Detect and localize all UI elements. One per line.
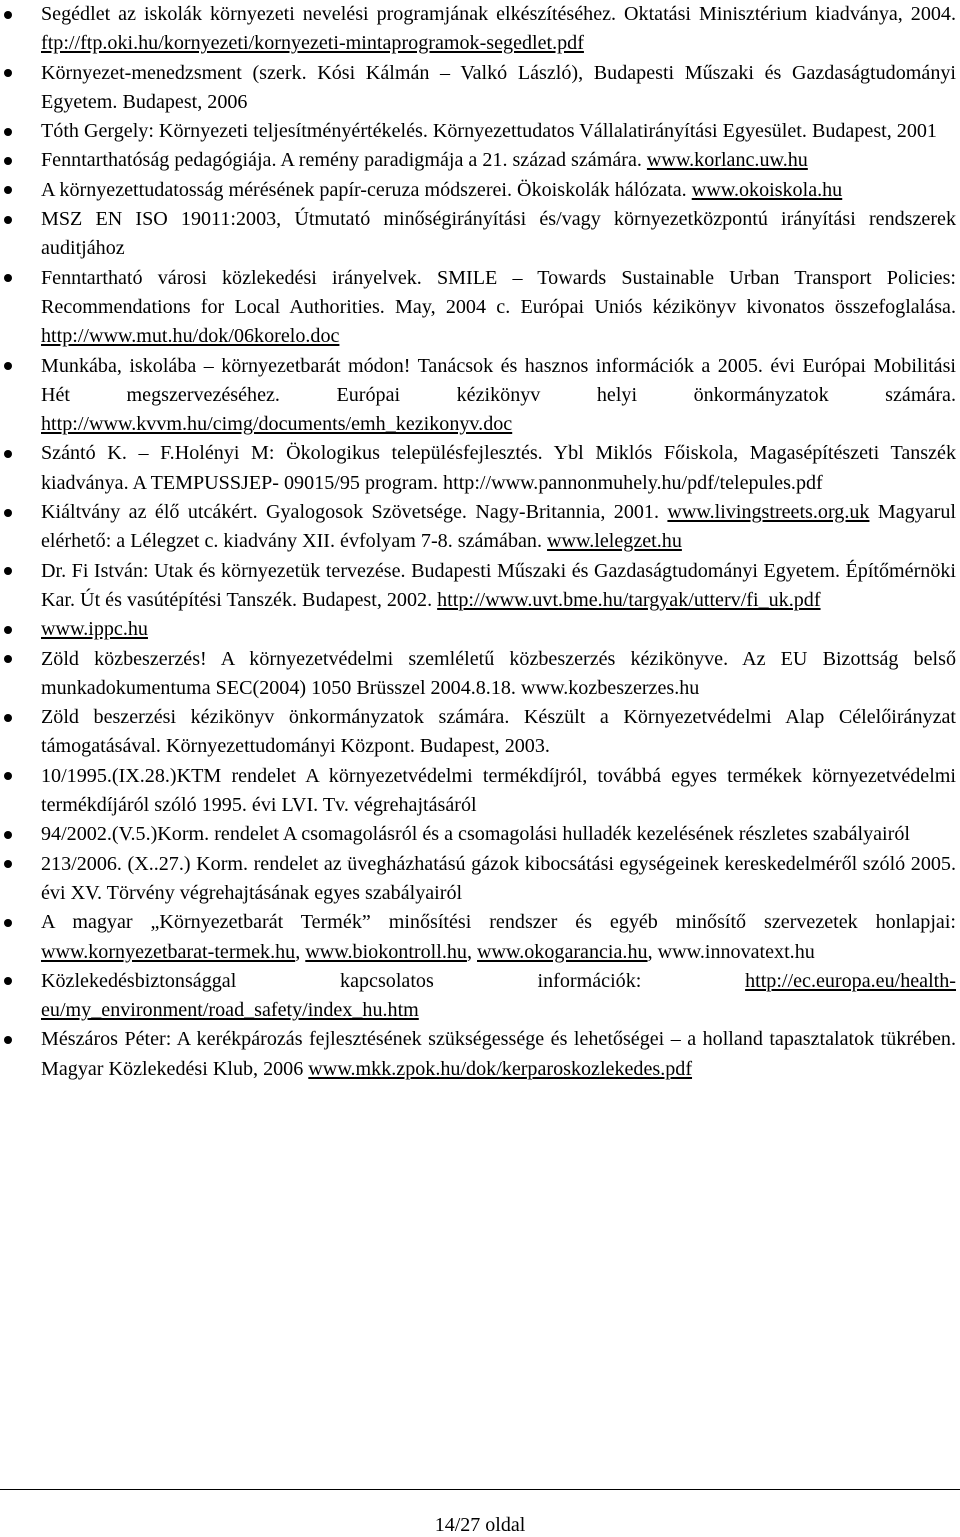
reference-item — [0, 820, 960, 849]
bullet-icon — [4, 919, 12, 927]
reference-text: Kiáltvány az élő utcákért. Gyalogosok Szövetsége. Nagy-Britannia, 2001. — [41, 501, 668, 524]
reference-text: A magyar „Környezetbarát Termék” minősítési rendszer és egyéb minősítő szervezetek honlapjai: — [41, 911, 956, 934]
bullet-icon — [4, 626, 12, 634]
reference-link[interactable]: http://www.kvvm.hu/cimg/documents/emh_kezikonyv.doc — [41, 413, 513, 436]
reference-item — [0, 557, 960, 616]
reference-text: Munkába, iskolába – környezetbarát módon! Tanácsok és hasznos információk a 2005. évi Európai Mobilitási Hét megszervezéséhez. Európai kézikönyv helyi önkormányzatok számára. — [41, 354, 956, 406]
reference-item — [0, 59, 960, 118]
reference-text: Zöld közbeszerzés! A környezetvédelmi szemléletű közbeszerzés kézikönyve. Az EU Bizottság belső munkadokumentuma SEC(2004) 1050 Brüsszel 2004.8.18. www.kozbeszerzes.hu — [41, 647, 956, 699]
reference-item — [0, 498, 960, 557]
reference-link[interactable]: www.okoiskola.hu — [691, 178, 843, 201]
bullet-icon — [4, 772, 12, 780]
reference-item — [0, 205, 960, 264]
bullet-icon — [4, 567, 12, 575]
bullet-icon — [4, 714, 12, 722]
reference-item — [0, 615, 960, 644]
reference-item — [0, 0, 960, 59]
bullet-icon — [4, 128, 12, 136]
reference-text: Magyarul elérhető: a Lélegzet c. kiadvány XII. évfolyam 7-8. számában. — [41, 501, 956, 553]
reference-link[interactable]: ftp://ftp.oki.hu/kornyezeti/kornyezeti-mintaprogramok-segedlet.pdf — [41, 32, 584, 55]
bullet-icon — [4, 450, 12, 458]
reference-text: Zöld beszerzési kézikönyv önkormányzatok számára. Készült a Környezetvédelmi Alap Célelőirányzat támogatásával. Környezettudományi Központ. Budapest, 2003. — [41, 706, 956, 758]
reference-text: , www.innovatext.hu — [647, 940, 815, 963]
reference-text: Segédlet az iskolák környezeti nevelési programjának elkészítéséhez. Oktatási Minisztérium kiadványa, 2004. — [41, 3, 956, 25]
reference-link[interactable]: www.lelegzet.hu — [547, 530, 682, 553]
reference-text: Környezet-menedzsment (szerk. Kósi Kálmán – Valkó László), Budapesti Műszaki és Gazdaságtudományi Egyetem. Budapest, 2006 — [41, 61, 956, 113]
reference-item — [0, 850, 960, 909]
reference-text: , — [295, 940, 306, 963]
reference-text: Tóth Gergely: Környezeti teljesítményértékelés. Környezettudatos Vállalatirányítási Egyesület. Budapest, 2001 — [41, 120, 937, 143]
reference-text: Mészáros Péter: A kerékpározás fejlesztésének szükségessége és lehetőségei – a holland tapasztalatok tükrében. Magyar Közlekedési Klub, 2006 — [41, 1028, 956, 1080]
reference-link[interactable]: http://www.mut.hu/dok/06korelo.doc — [41, 325, 340, 348]
reference-item — [0, 264, 960, 352]
reference-item — [0, 352, 960, 440]
reference-text: Dr. Fi István: Utak és környezetük tervezése. Budapesti Műszaki és Gazdaságtudományi Egyetem. Építőmérnöki Kar. Út és vasútépítési Tanszék. Budapest, 2002. — [41, 559, 956, 611]
reference-item — [0, 762, 960, 821]
bullet-icon — [4, 831, 12, 839]
reference-link[interactable]: www.korlanc.uw.hu — [646, 149, 808, 172]
reference-link[interactable]: http://www.uvt.bme.hu/targyak/utterv/fi_uk.pdf — [437, 588, 821, 611]
bullet-icon — [4, 157, 12, 165]
reference-link[interactable]: www.mkk.zpok.hu/dok/kerparoskozlekedes.pdf — [308, 1057, 693, 1080]
reference-text: A környezettudatosság mérésének papír-ceruza módszerei. Ökoiskolák hálózata. — [41, 178, 692, 201]
reference-link[interactable]: www.biokontroll.hu — [305, 940, 467, 963]
reference-text: Fenntarthatóság pedagógiája. A remény paradigmája a 21. század számára. — [41, 149, 647, 172]
reference-item — [0, 117, 960, 146]
reference-link[interactable]: www.livingstreets.org.uk — [667, 501, 870, 524]
reference-text: Közlekedésbiztonsággal kapcsolatos információk: — [41, 969, 746, 992]
reference-item — [0, 439, 960, 498]
reference-link[interactable]: www.okogarancia.hu — [477, 940, 648, 963]
reference-item — [0, 176, 960, 205]
reference-text: 10/1995.(IX.28.)KTM rendelet A környezetvédelmi termékdíjról, továbbá egyes termékek környezetvédelmi termékdíjáról szóló 1995. évi LVI. Tv. végrehajtásáról — [41, 764, 956, 817]
reference-item — [0, 967, 960, 1026]
bullet-icon — [4, 274, 12, 282]
reference-text: 94/2002.(V.5.)Korm. rendelet A csomagolásról és a csomagolási hulladék kezelésének részletes szabályairól — [41, 823, 910, 846]
reference-text: , — [466, 940, 477, 963]
reference-item — [0, 908, 960, 967]
bullet-icon — [4, 362, 12, 370]
reference-link[interactable]: www.ippc.hu — [41, 618, 148, 641]
reference-text: Fenntartható városi közlekedési irányelvek. SMILE – Towards Sustainable Urban Transport Policies: Recommendations for Local Authorities. May, 2004 c. Európai Uniós kézikönyv kivonatos összefoglalása. — [41, 266, 956, 318]
bullet-icon — [4, 69, 12, 77]
reference-text: Szántó K. – F.Holényi M: Ökologikus településfejlesztés. Ybl Miklós Főiskola, Magasépítészeti Tanszék kiadványa. A TEMPUSSJEP- 09015/95 program. http://www.pannonmuhely.hu/pdf/telepules.pdf — [41, 442, 956, 494]
reference-text: MSZ EN ISO 19011:2003, Útmutató minőségirányítási és/vagy környezetközpontú irányítási rendszerek auditjához — [41, 208, 956, 260]
bullet-icon — [4, 860, 12, 868]
reference-item — [0, 1025, 960, 1084]
bullet-icon — [4, 509, 12, 517]
page-number: 14/27 oldal — [434, 1514, 526, 1536]
bullet-icon — [4, 11, 12, 19]
bullet-icon — [4, 186, 12, 194]
bullet-icon — [4, 655, 12, 663]
bullet-icon — [4, 1036, 12, 1044]
reference-text: 213/2006. (X..27.) Korm. rendelet az üvegházhatású gázok kibocsátási egységeinek kereskedelméről szóló 2005. évi XV. Törvény végrehajtásának egyes szabályairól — [41, 852, 956, 904]
reference-link[interactable]: www.kornyezetbarat-termek.hu — [41, 940, 296, 963]
reference-item — [0, 146, 960, 175]
footer-divider — [0, 1489, 960, 1490]
reference-item — [0, 645, 960, 704]
bullet-icon — [4, 216, 12, 224]
reference-link[interactable]: http://ec.europa.eu/health-eu/my_environment/road_safety/index_hu.htm — [41, 969, 956, 1022]
bullet-icon — [4, 977, 12, 985]
reference-item — [0, 703, 960, 762]
